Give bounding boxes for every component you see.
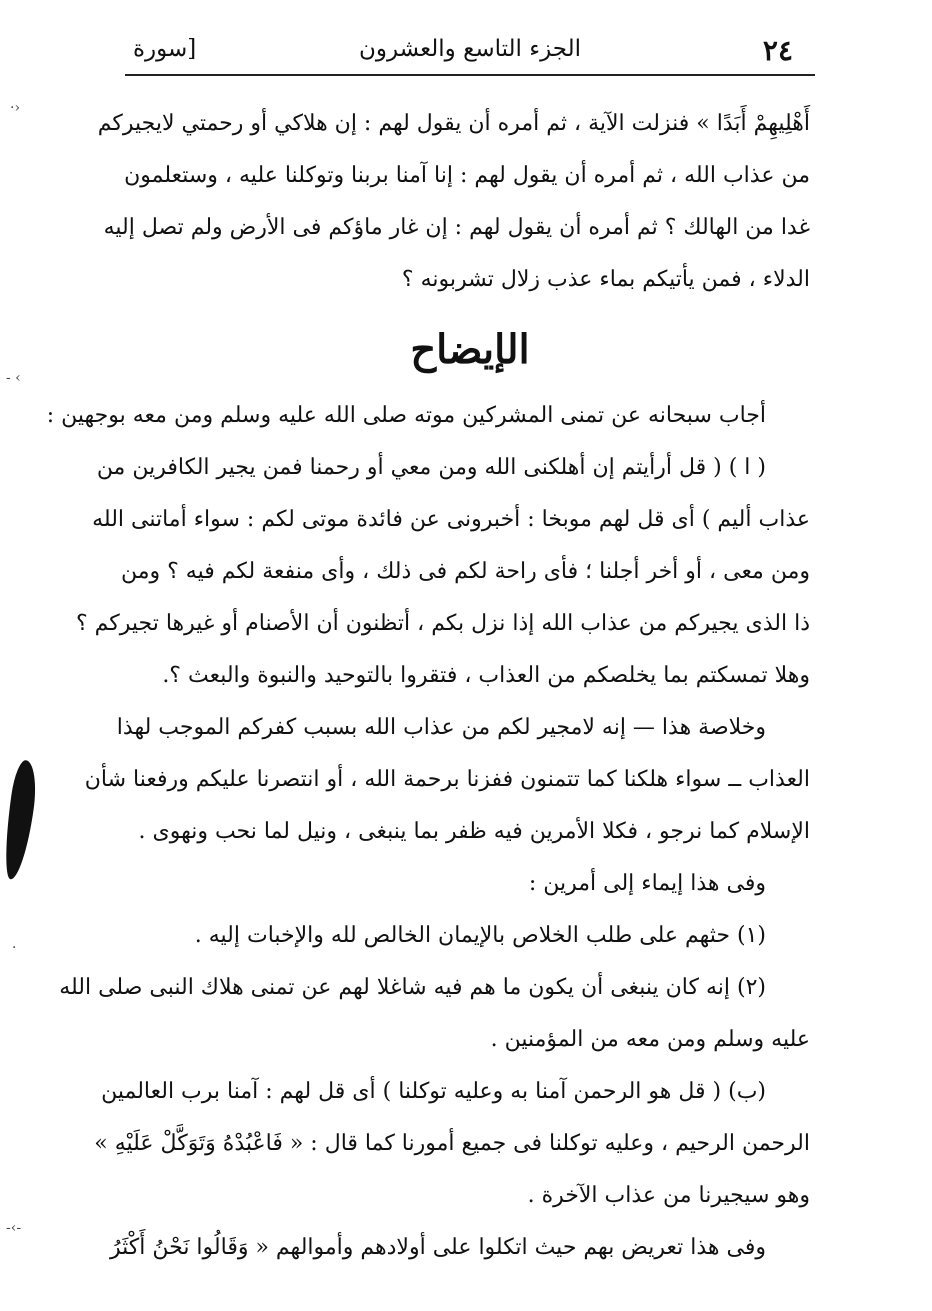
text-line: ( ا ) ( قل أرأيتم إن أهلكنى الله ومن معي أو رحمنا فمن يجير الكافرين من [96, 455, 766, 480]
surah-label: [سورة [133, 36, 197, 62]
ink-blot [0, 759, 40, 881]
header-rule [125, 74, 815, 76]
text-line: وفى هذا تعريض بهم حيث اتكلوا على أولادهم وأموالهم « وَقَالُوا نَحْنُ أَكْثَرُ [110, 1235, 766, 1260]
text-line: عذاب أليم ) أى قل لهم موبخا : أخبرونى عن فائدة موتى لكم : سواء أماتنى الله [92, 507, 810, 532]
scan-speck: - ‹ [6, 370, 21, 386]
text-line: من عذاب الله ، ثم أمره أن يقول لهم : إنا آمنا بربنا وتوكلنا عليه ، وستعلمون [124, 163, 810, 188]
text-line: الرحمن الرحيم ، وعليه توكلنا فى جميع أمورنا كما قال : « فَاعْبُدْهُ وَتَوَكَّلْ عَلَيْهِ » [94, 1131, 810, 1156]
running-title: الجزء التاسع والعشرون [358, 36, 582, 62]
text-line: الدلاء ، فمن يأتيكم بماء عذب زلال تشربونه ؟ [401, 267, 810, 292]
text-line: أَهْلِيهِمْ أَبَدًا » فنزلت الآية ، ثم أمره أن يقول لهم : إن هلاكي أو رحمتي لايجيركم [97, 111, 810, 136]
page-body [46, 98, 810, 1274]
section-heading: الإيضاح [410, 326, 530, 373]
page-number: ٢٤ [762, 34, 793, 67]
text-line: ذا الذى يجيركم من عذاب الله إذا نزل بكم ، أتظنون أن الأصنام أو غيرها تجيركم ؟ [75, 611, 810, 636]
text-line: وفى هذا إيماء إلى أمرين : [528, 871, 766, 896]
page-header [125, 28, 815, 78]
text-line: (٢) إنه كان ينبغى أن يكون ما هم فيه شاغلا لهم عن تمنى هلاك النبى صلى الله [59, 975, 766, 1000]
scan-speck: · [12, 940, 17, 956]
scan-speck: ·› [10, 100, 21, 116]
text-line: ومن معى ، أو أخر أجلنا ؛ فأى راحة لكم فى ذلك ، وأى منفعة لكم فيه ؟ ومن [120, 559, 810, 584]
text-line: العذاب ــ سواء هلكنا كما تتمنون ففزنا برحمة الله ، أو انتصرنا عليكم ورفعنا شأن [84, 767, 810, 792]
text-line: وهو سيجيرنا من عذاب الآخرة . [527, 1183, 810, 1208]
text-line: (ب) ( قل هو الرحمن آمنا به وعليه توكلنا ) أى قل لهم : آمنا برب العالمين [101, 1079, 766, 1104]
text-line: غدا من الهالك ؟ ثم أمره أن يقول لهم : إن غار ماؤكم فى الأرض ولم تصل إليه [103, 215, 810, 240]
scan-speck: -‹- [6, 1220, 22, 1236]
text-line: أجاب سبحانه عن تمنى المشركين موته صلى الله عليه وسلم ومن معه بوجهين : [46, 403, 766, 428]
text-line: عليه وسلم ومن معه من المؤمنين . [490, 1027, 810, 1052]
text-line: الإسلام كما نرجو ، فكلا الأمرين فيه ظفر بما ينبغى ، ونيل لما نحب ونهوى . [138, 819, 810, 844]
text-line: وخلاصة هذا — إنه لامجير لكم من عذاب الله بسبب كفركم الموجب لهذا [116, 715, 766, 740]
text-line: (١) حثهم على طلب الخلاص بالإيمان الخالص لله والإخبات إليه . [194, 923, 766, 948]
text-line: وهلا تمسكتم بما يخلصكم من العذاب ، فتقروا بالتوحيد والنبوة والبعث ؟. [162, 663, 810, 688]
